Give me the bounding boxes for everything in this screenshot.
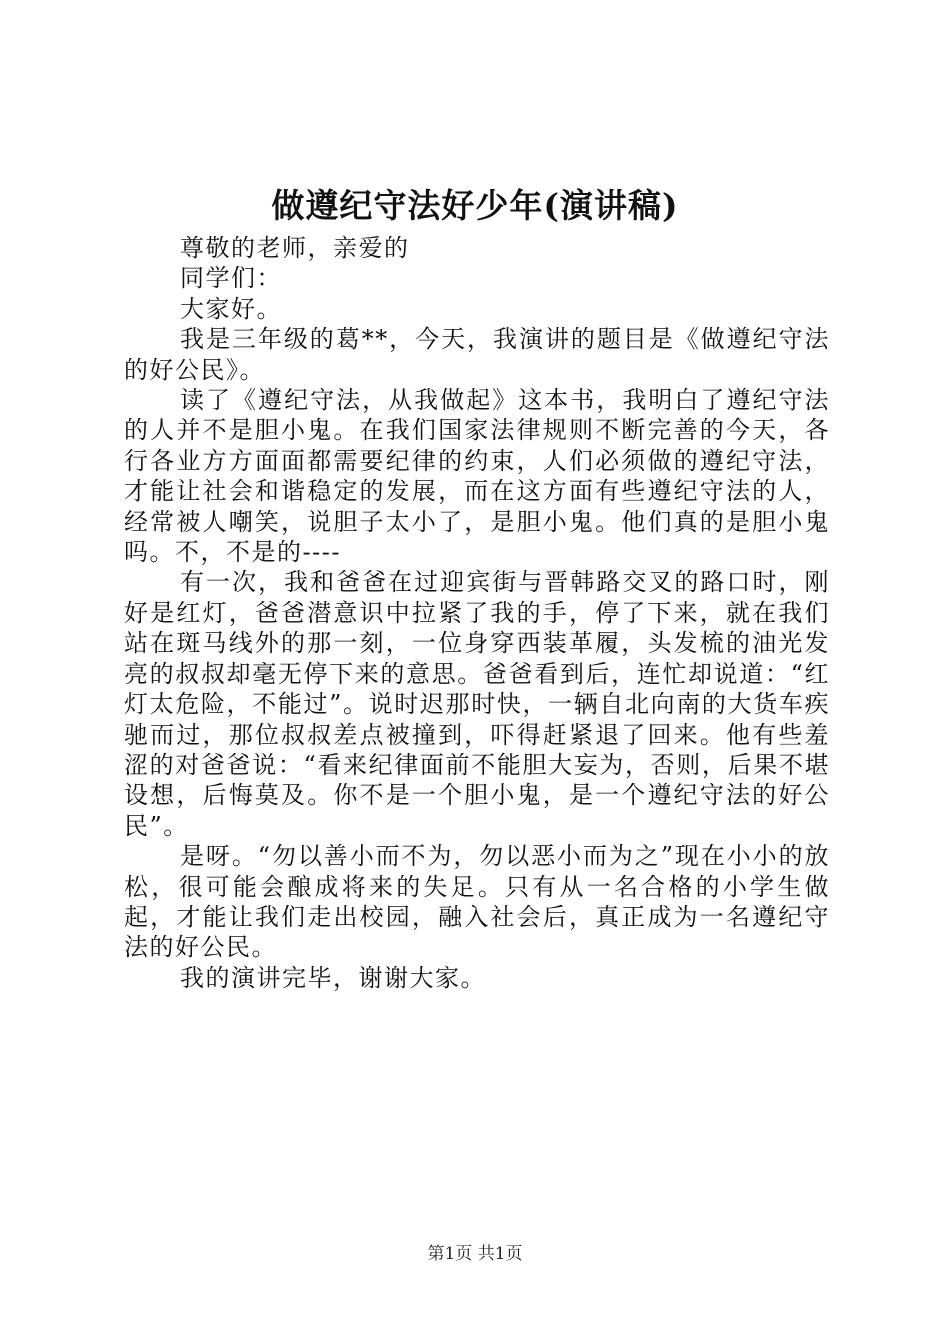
paragraph-book: 读了《遵纪守法，从我做起》这本书，我明白了遵纪守法的人并不是胆小鬼。在我们国家法律规则不断完善的今天，各行各业方方面面都需要纪律的约束，人们必须做的遵纪守法，才能让社会和谐稳定的发展，而在这方面有些遵纪守法的人，经常被人嘲笑，说胆子太小了，是胆小鬼。他们真的是胆小鬼吗。不，不是的---- — [124, 386, 830, 567]
paragraph-hello: 大家好。 — [180, 294, 282, 323]
paragraph-greeting-2: 同学们： — [180, 264, 282, 293]
paragraph-conclusion: 是呀。“勿以善小而不为，勿以恶小而为之”现在小小的放松，很可能会酿成将来的失足。只有从一名合格的小学生做起，才能让我们走出校园，融入社会后，真正成为一名遵纪守法的好公民。 — [124, 842, 830, 962]
paragraph-greeting-1: 尊敬的老师，亲爱的 — [180, 234, 410, 262]
paragraph-story: 有一次，我和爸爸在过迎宾街与晋韩路交叉的路口时，刚好是红灯，爸爸潜意识中拉紧了我的手，停了下来，就在我们站在斑马线外的那一刻，一位身穿西装革履，头发梳的油光发亮的叔叔却毫无停下来的意思。爸爸看到后，连忙却说道：“红灯太危险，不能过”。说时迟那时快，一辆自北向南的大货车疾驰而过，那位叔叔差点被撞到，吓得赶紧退了回来。他有些羞涩的对爸爸说：“看来纪律面前不能胆大妄为，否则，后果不堪设想，后悔莫及。你不是一个胆小鬼，是一个遵纪守法的好公民”。 — [124, 568, 830, 840]
paragraph-intro: 我是三年级的葛**，今天，我演讲的题目是《做遵纪守法的好公民》。 — [124, 325, 830, 384]
page-footer: 第1页 共1页 — [427, 1244, 523, 1264]
document-title: 做遵纪守法好少年(演讲稿) — [271, 186, 679, 225]
document-body — [124, 233, 830, 993]
paragraph-closing: 我的演讲完毕，谢谢大家。 — [180, 963, 486, 992]
